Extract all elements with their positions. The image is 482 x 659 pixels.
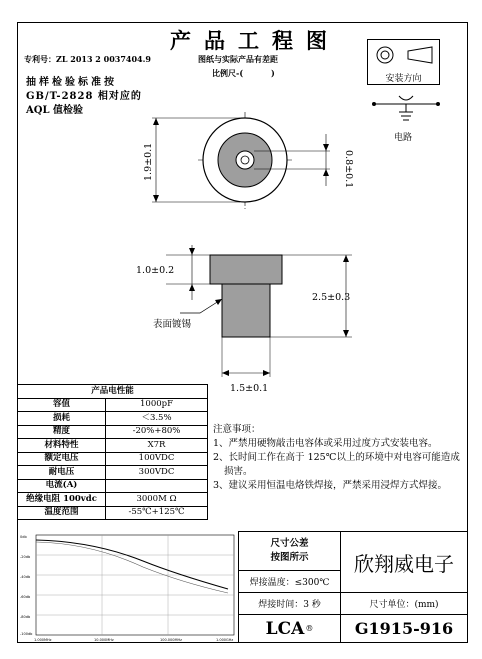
tolerance-line-1: 尺寸公差 xyxy=(270,538,309,549)
notes-title: 注意事项： xyxy=(213,424,261,435)
table-row: 损耗 ＜3.5% xyxy=(18,412,208,426)
y-tick: -60db xyxy=(20,595,31,599)
properties-header: 产品电性能 xyxy=(18,385,208,399)
scale-label: 比例尺-( ) xyxy=(212,68,275,78)
x-tick: 1.000MHz xyxy=(34,638,52,642)
dim-inner-diameter: 0.8±0.1 xyxy=(343,150,354,189)
capacitor-circuit-icon xyxy=(370,90,442,130)
company-cell xyxy=(340,531,468,593)
table-row: 额定电压 100VDC xyxy=(18,452,208,466)
install-direction-label: 安装方向 xyxy=(385,74,422,84)
unit-cell xyxy=(340,592,468,615)
y-tick: -20db xyxy=(20,555,31,559)
dim-outer-diameter: 1.9±0.1 xyxy=(143,142,154,181)
note-item: 3、建议采用恒温电烙铁焊接，严禁采用浸焊方式焊接。 xyxy=(213,480,448,491)
patent-number: 专利号：ZL 2013 2 0037404.9 xyxy=(24,54,151,64)
electrical-properties-table xyxy=(17,384,208,520)
drawing-note: 图纸与实际产品有差距 xyxy=(198,54,278,64)
table-row: 耐电压 300VDC xyxy=(18,466,208,480)
solder-time: 焊接时间：3 秒 xyxy=(258,600,321,610)
x-tick: 100.000MHz xyxy=(160,638,182,642)
attenuation-graph-plot xyxy=(18,531,237,643)
brand-cell xyxy=(238,614,341,643)
tolerance-cell xyxy=(238,531,341,571)
solder-temp-cell xyxy=(238,570,341,593)
table-row: 材料特性 X7R xyxy=(18,439,208,453)
company-name: 欣翔威电子 xyxy=(354,551,454,576)
tolerance-line-2: 按图所示 xyxy=(270,552,309,563)
table-row: 绝缘电阻 100vdc 3000M Ω xyxy=(18,493,208,507)
dim-total-height: 2.5±0.3 xyxy=(312,292,351,303)
solder-time-cell xyxy=(238,592,341,615)
table-row: 电流(A) xyxy=(18,479,208,493)
x-tick: 1.000GHz xyxy=(216,638,234,642)
title-block xyxy=(238,531,468,643)
notes-section xyxy=(213,423,461,493)
dim-head-height: 1.0±0.2 xyxy=(136,265,175,276)
dimension-unit: 尺寸单位：(mm) xyxy=(369,600,439,610)
top-view-drawing xyxy=(130,110,370,240)
brand-logo: LCA xyxy=(265,618,305,639)
install-direction-box xyxy=(367,39,440,85)
x-tick: 10.000MHz xyxy=(94,638,114,642)
circuit-label: 电路 xyxy=(394,133,413,143)
sampling-line-1: 抽样检验标准按 xyxy=(26,77,117,88)
sampling-line-2: GB/T-2828 相对应的 xyxy=(26,91,142,102)
plating-label: 表面镀锡 xyxy=(153,319,192,330)
y-tick: 0db xyxy=(20,535,27,539)
install-direction-icon xyxy=(368,40,441,70)
attenuation-graph xyxy=(18,531,237,643)
solder-temp: 焊接温度：≤300℃ xyxy=(249,578,330,588)
dim-body-width: 1.5±0.1 xyxy=(230,383,269,394)
part-number: G1915-916 xyxy=(354,619,454,638)
table-row: 容值 1000pF xyxy=(18,398,208,412)
page-title: 产品工程图 xyxy=(170,28,340,53)
table-row: 精度 -20%+80% xyxy=(18,425,208,439)
note-item: 1、严禁用硬物敲击电容体或采用过度方式安装电容。 xyxy=(213,438,438,449)
y-tick: -100db xyxy=(20,632,33,636)
part-number-cell xyxy=(340,614,468,643)
sampling-line-3: AQL 值检验 xyxy=(26,105,83,116)
note-item: 2、长时间工作在高于 125℃以上的环境中对电容可能造成损害。 xyxy=(213,452,460,477)
table-row: 温度范围 -55℃+125℃ xyxy=(18,506,208,520)
registered-mark: ® xyxy=(305,624,314,633)
y-tick: -40db xyxy=(20,575,31,579)
y-tick: -80db xyxy=(20,615,31,619)
